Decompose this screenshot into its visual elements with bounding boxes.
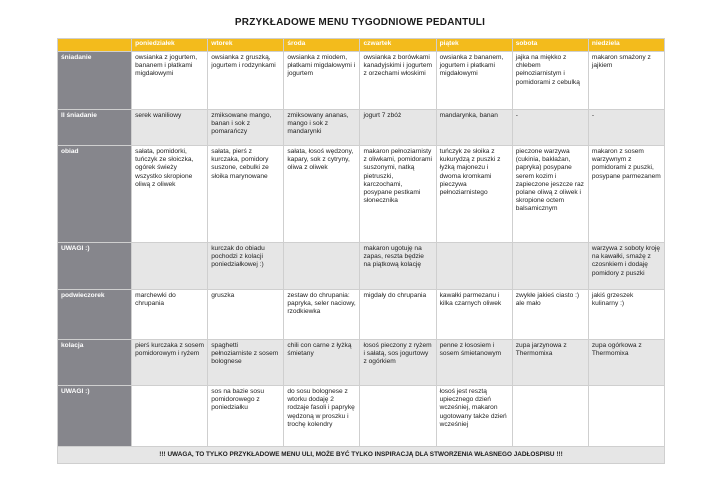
menu-cell: serek waniliowy (132, 110, 208, 146)
menu-cell: mandarynka, banan (436, 110, 512, 146)
menu-cell: - (588, 110, 664, 146)
day-header: środa (284, 39, 360, 52)
menu-cell: jajka na miękko z chlebem pełnoziarnistym i pomidorami z cebulką (512, 52, 588, 110)
note-cell (132, 386, 208, 447)
menu-cell: penne z łososiem i sosem śmietanowym (436, 340, 512, 386)
note-cell (284, 243, 360, 290)
day-header: niedziela (588, 39, 664, 52)
row-label: śniadanie (58, 52, 132, 110)
menu-cell: zwykłe jakieś ciasto :) ale mało (512, 290, 588, 340)
menu-cell: marchewki do chrupania (132, 290, 208, 340)
page-title: PRZYKŁADOWE MENU TYGODNIOWE PEDANTULI (234, 17, 486, 28)
note-cell (132, 243, 208, 290)
menu-cell: owsianka z gruszką, jogurtem i rodzynkami (208, 52, 284, 110)
menu-cell: sałata, pierś z kurczaka, pomidory suszone, cebulki ze słoika marynowane (208, 146, 284, 243)
weekly-menu-table (57, 38, 665, 464)
menu-cell: zestaw do chrupania: papryka, seler naciowy, rzodkiewka (284, 290, 360, 340)
menu-cell: pierś kurczaka z sosem pomidorowym i ryżem (132, 340, 208, 386)
day-header: wtorek (208, 39, 284, 52)
note-cell: sos na bazie sosu pomidorowego z poniedziałku (208, 386, 284, 447)
day-header: poniedziałek (132, 39, 208, 52)
menu-cell: chili con carne z łyżką śmietany (284, 340, 360, 386)
menu-cell: gruszka (208, 290, 284, 340)
menu-cell: owsianka z jogurtem, bananem i płatkami migdałowymi (132, 52, 208, 110)
row-label: UWAGI :) (58, 386, 132, 447)
menu-cell: owsianka z bananem, jogurtem i płatkami migdałowymi (436, 52, 512, 110)
note-cell: kurczak do obiadu pochodzi z kolacji poniedziałkowej :) (208, 243, 284, 290)
note-cell: łosoś jest resztą upiecznego dzień wcześniej, makaron ugotowany także dzień wcześniej (436, 386, 512, 447)
menu-cell: łosoś pieczony z ryżem i sałatą, sos jogurtowy z ogórkiem (360, 340, 436, 386)
header-corner (58, 39, 132, 52)
menu-cell: zmiksowany ananas, mango i sok z mandarynki (284, 110, 360, 146)
menu-cell: kawałki parmezanu i kilka czarnych oliwek (436, 290, 512, 340)
header-row (58, 39, 665, 52)
day-header: sobota (512, 39, 588, 52)
note-cell: warzywa z soboty kroję na kawałki, smażę z czosnkiem i dodaję pomidory z puszki (588, 243, 664, 290)
menu-cell: sałata, łosoś wędzony, kapary, sok z cytryny, oliwa z oliwek (284, 146, 360, 243)
menu-cell: makaron smażony z jajkiem (588, 52, 664, 110)
menu-cell: jogurt 7 zbóż (360, 110, 436, 146)
note-cell: do sosu bolognese z wtorku dodaję 2 rodzaje fasoli i paprykę wędzoną w proszku i trochę kolendry (284, 386, 360, 447)
menu-cell: owsianka z borówkami kanadyjskimi i jogurtem z orzechami włoskimi (360, 52, 436, 110)
meal-row-second-breakfast (58, 110, 665, 146)
menu-cell: zupa jarzynowa z Thermomixa (512, 340, 588, 386)
menu-cell: makaron z sosem warzywnym z pomidorami z puszki, posypane parmezanem (588, 146, 664, 243)
row-label: obiad (58, 146, 132, 243)
menu-cell: makaron pełnoziarnisty z oliwkami, pomidorami suszonymi, natką pietruszki, karczochami, posypane pestkami słonecznika (360, 146, 436, 243)
note-cell (436, 243, 512, 290)
row-label: UWAGI :) (58, 243, 132, 290)
day-header: czwartek (360, 39, 436, 52)
menu-cell: pieczone warzywa (cukinia, bakłażan, papryka) posypane serem kozim i zapieczone jeszcze raz polane oliwą z oliwek i skropione octem balsamicznym (512, 146, 588, 243)
menu-cell: zupa ogórkowa z Thermomixa (588, 340, 664, 386)
menu-cell: owsianka z miodem, płatkami migdałowymi i jogurtem (284, 52, 360, 110)
menu-cell: zmiksowane mango, banan i sok z pomarańczy (208, 110, 284, 146)
notes-row-lunch (58, 243, 665, 290)
meal-row-snack (58, 290, 665, 340)
menu-cell: jakiś grzeszek kulinarny :) (588, 290, 664, 340)
row-label: podwieczorek (58, 290, 132, 340)
note-cell (512, 243, 588, 290)
note-cell (588, 386, 664, 447)
menu-cell: tuńczyk ze słoika z kukurydzą z puszki z łyżką majonezu i dwoma kromkami pieczywa pełnoziarnistego (436, 146, 512, 243)
meal-row-dinner (58, 340, 665, 386)
disclaimer-note: !!! UWAGA, TO TYLKO PRZYKŁADOWE MENU ULI, MOŻE BYĆ TYLKO INSPIRACJĄ DLA STWORZENIA WŁASNEGO JADŁOSPISU !!! (58, 447, 665, 464)
meal-row-breakfast (58, 52, 665, 110)
menu-cell: sałata, pomidorki, tuńczyk ze słoiczka, ogórek świeży wszystko skropione oliwą z oliwek (132, 146, 208, 243)
menu-cell: migdały do chrupania (360, 290, 436, 340)
meal-row-lunch (58, 146, 665, 243)
footer-row (58, 447, 665, 464)
row-label: kolacja (58, 340, 132, 386)
menu-cell: spaghetti pełnoziarniste z sosem bolognese (208, 340, 284, 386)
day-header: piątek (436, 39, 512, 52)
note-cell (360, 386, 436, 447)
notes-row-dinner (58, 386, 665, 447)
row-label: II śniadanie (58, 110, 132, 146)
menu-cell: - (512, 110, 588, 146)
note-cell: makaron ugotuję na zapas, reszta będzie na piątkową kolację (360, 243, 436, 290)
note-cell (512, 386, 588, 447)
